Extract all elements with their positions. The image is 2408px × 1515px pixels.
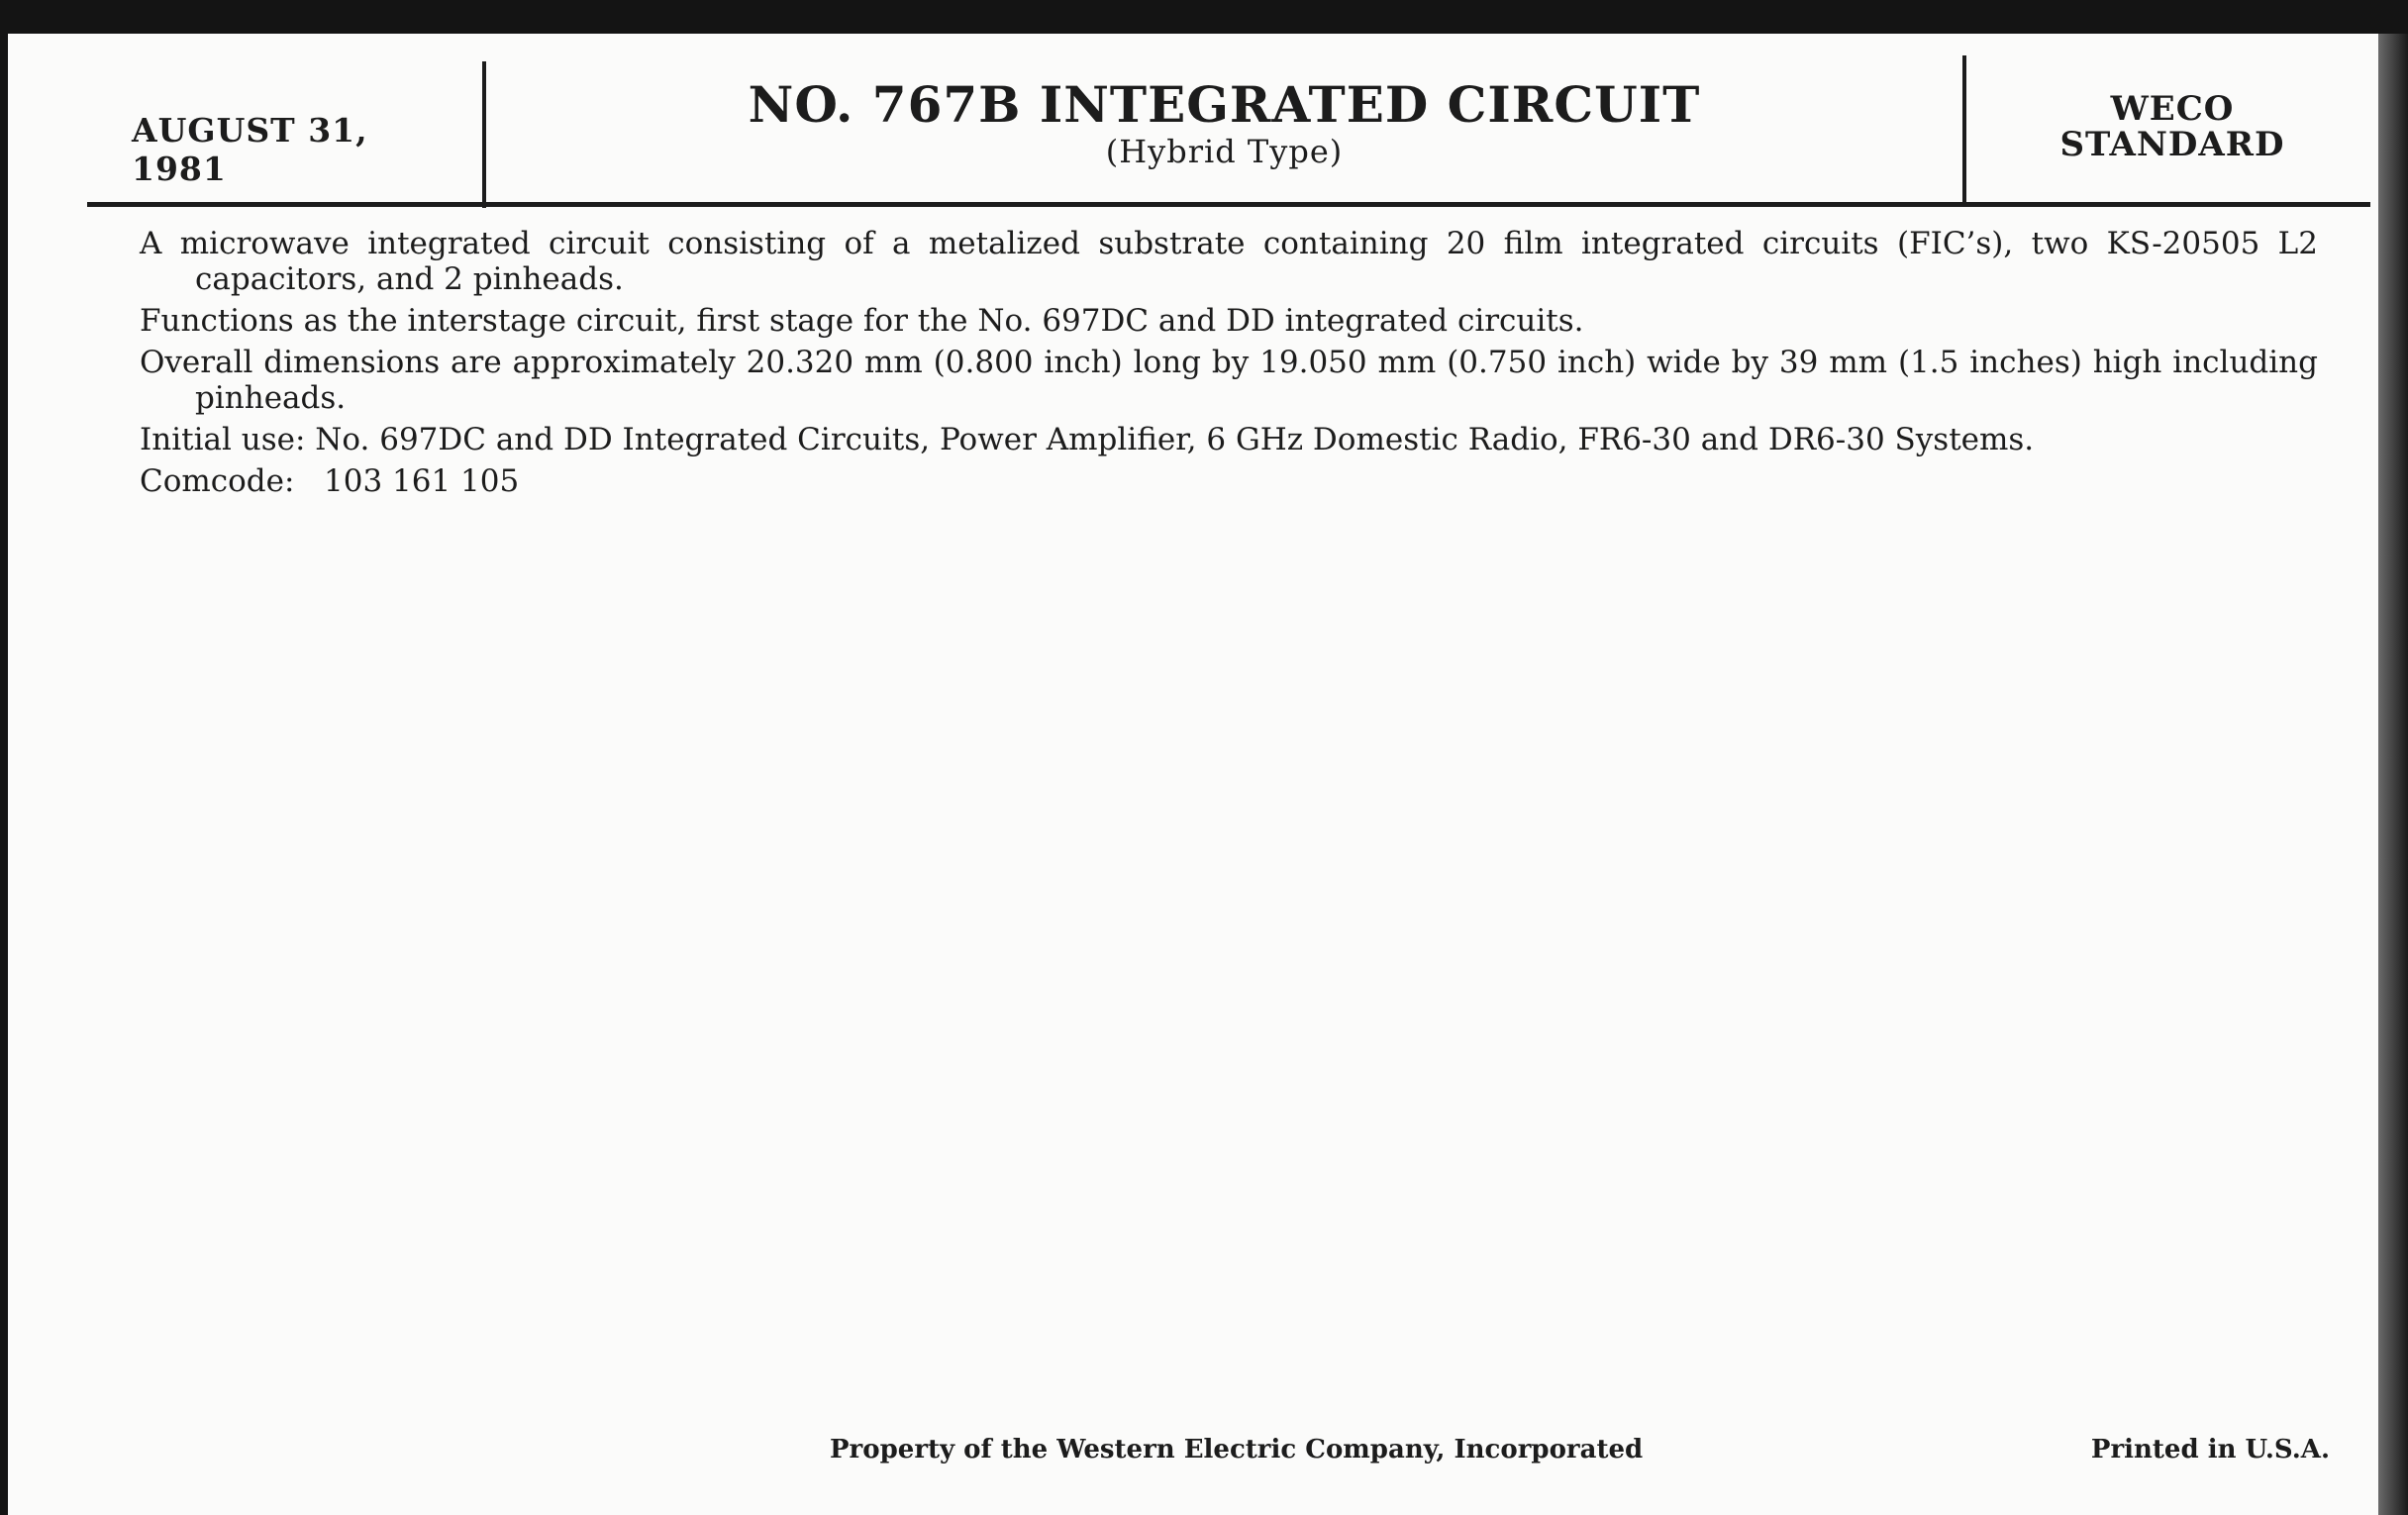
card-header	[8, 34, 2378, 207]
scanner-edge	[2378, 34, 2408, 1515]
description-paragraph: A microwave integrated circuit consisting of a metalized substrate containing 20 film integrated circuits (FIC’s), two KS-20505 L2 capacitors, and 2 pinheads.	[140, 226, 2318, 297]
standard-label-line2: STANDARD	[2059, 125, 2285, 164]
document-card	[8, 34, 2378, 1515]
comcode-paragraph: Comcode: 103 161 105	[140, 463, 520, 499]
standard-label	[1966, 91, 2378, 162]
property-notice: Property of the Western Electric Company, Incorporated	[830, 1435, 1644, 1464]
initial-use-paragraph: Initial use: No. 697DC and DD Integrated Circuits, Power Amplifier, 6 GHz Domestic Radio, FR6-30 and DR6-30 Systems.	[140, 422, 2035, 457]
printed-notice: Printed in U.S.A.	[2090, 1435, 2330, 1464]
document-title: NO. 767B INTEGRATED CIRCUIT	[748, 75, 1701, 134]
function-paragraph: Functions as the interstage circuit, first stage for the No. 697DC and DD integrated circuits.	[140, 303, 1584, 339]
document-subtitle: (Hybrid Type)	[1105, 133, 1344, 170]
dimensions-paragraph: Overall dimensions are approximately 20.320 mm (0.800 inch) long by 19.050 mm (0.750 inch) wide by 39 mm (1.5 inches) high including pinheads.	[140, 345, 2318, 416]
description-body	[140, 226, 2318, 505]
issue-date: AUGUST 31, 1981	[132, 111, 368, 188]
header-rule	[87, 202, 2370, 207]
standard-label-line1: WECO	[2110, 89, 2235, 129]
